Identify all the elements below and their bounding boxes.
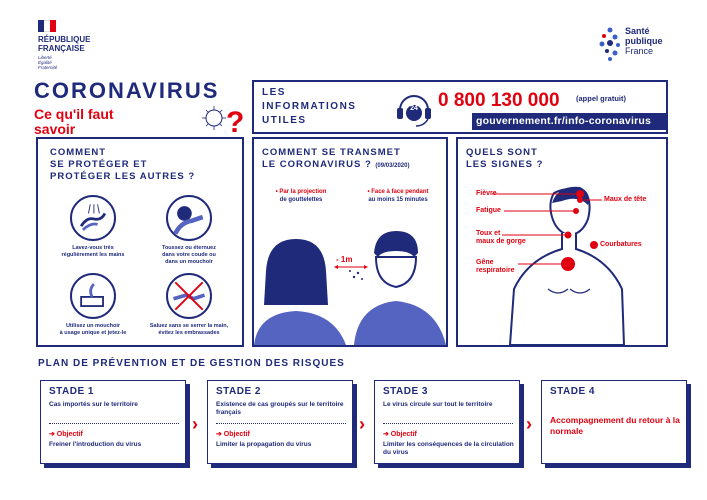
stage-3-objective-label: ➔ Objectif xyxy=(383,431,417,438)
protect-title xyxy=(50,147,195,183)
symptoms-panel xyxy=(456,137,668,347)
stage-1-goal: Freiner l'introduction du virus xyxy=(49,441,142,448)
face-to-face-caption xyxy=(350,189,446,204)
motto-egalite: Égalité xyxy=(38,60,52,65)
stage-1-card xyxy=(40,380,186,464)
symptom-fatigue: Fatigue xyxy=(476,207,501,214)
face-to-face-caption-2: au moins 15 minutes xyxy=(368,196,428,203)
stage-2-objective-label: ➔ Objectif xyxy=(216,431,250,438)
stage-1-divider xyxy=(49,423,179,424)
stage-2-desc: Existence de cas groupés sur le territoire français xyxy=(216,401,344,416)
symptom-headache: Maux de tête xyxy=(604,196,647,203)
page-title: CORONAVIRUS xyxy=(34,78,220,103)
spf-line-1: Santé xyxy=(625,26,650,36)
stage-4-title: STADE 4 xyxy=(550,386,595,397)
symptom-cough-2: maux de gorge xyxy=(476,238,526,245)
symptom-cough-1: Toux et xyxy=(476,230,501,237)
gesture-caption-greet xyxy=(144,323,234,337)
protect-title-line-3: PROTÉGER LES AUTRES ? xyxy=(50,171,196,182)
stage-3-divider xyxy=(383,423,513,424)
symptoms-title-line-1: QUELS SONT xyxy=(466,147,538,158)
title-block xyxy=(34,78,246,136)
spf-line-2: publique xyxy=(625,36,663,46)
symptoms-title-line-2: LES SIGNES ? xyxy=(466,159,544,170)
symptom-breathing-2: respiratoire xyxy=(476,267,515,274)
droplets-caption xyxy=(258,189,344,204)
stage-3-desc: Le virus circule sur tout le territoire xyxy=(383,401,493,408)
spf-line-3: France xyxy=(625,46,654,56)
stage-3-title: STADE 3 xyxy=(383,386,428,397)
protect-title-line-1: COMMENT xyxy=(50,147,107,158)
gesture-caption-wash-1: Lavez-vous très xyxy=(72,245,114,251)
symptom-breathing xyxy=(476,259,515,275)
gesture-caption-tissue xyxy=(48,323,138,337)
sante-publique-france-logo xyxy=(598,26,688,66)
transmission-panel xyxy=(252,137,448,347)
gesture-caption-wash xyxy=(48,245,138,259)
page-subtitle: Ce qu'il faut savoir xyxy=(34,106,114,137)
stage-arrow-3: › xyxy=(526,414,532,434)
tissue-icon xyxy=(70,273,116,319)
gesture-caption-cough-2: dans votre coude ou xyxy=(162,252,216,258)
transmission-date: (09/03/2020) xyxy=(375,163,410,169)
no-handshake-icon xyxy=(166,273,212,319)
info-url-link[interactable]: gouvernement.fr/info-coronavirus xyxy=(472,113,666,130)
gesture-caption-greet-1: Saluez sans se serrer la main, xyxy=(149,323,229,329)
phone-number[interactable]: 0 800 130 000 xyxy=(438,90,560,111)
protect-panel xyxy=(36,137,244,347)
gesture-caption-wash-2: régulièrement les mains xyxy=(61,252,125,258)
plan-title: PLAN DE PRÉVENTION ET DE GESTION DES RISQUES xyxy=(38,358,345,369)
useful-info-box xyxy=(252,80,668,134)
gesture-caption-cough xyxy=(144,245,234,266)
stage-2-card xyxy=(207,380,353,464)
info-label-line-3: UTILES xyxy=(262,115,307,126)
french-flag-icon xyxy=(38,20,56,32)
gesture-caption-cough-3: dans un mouchoir xyxy=(165,259,213,265)
spf-dots-icon xyxy=(598,26,622,62)
droplets-caption-1: • Par la projection xyxy=(275,189,327,195)
republique-line-1: RÉPUBLIQUE xyxy=(38,35,91,44)
handwash-icon xyxy=(70,195,116,241)
stage-2-goal: Limiter la propagation du virus xyxy=(216,441,312,448)
stage-arrow-2: › xyxy=(359,414,365,434)
stage-2-divider xyxy=(216,423,346,424)
stage-1-desc: Cas importés sur le territoire xyxy=(49,401,138,408)
motto-liberte: Liberté xyxy=(38,55,52,60)
info-label-line-2: INFORMATIONS xyxy=(262,101,357,112)
transmission-title-line-2: LE CORONAVIRUS ? xyxy=(262,159,372,170)
symptom-cough xyxy=(476,230,526,246)
stage-1-title: STADE 1 xyxy=(49,386,94,397)
symptom-aches: Courbatures xyxy=(600,241,642,248)
face-to-face-caption-1: • Face à face pendant xyxy=(367,189,429,195)
transmission-title-line-1: COMMENT SE TRANSMET xyxy=(262,147,401,158)
transmission-title xyxy=(262,147,409,172)
droplets-caption-2: de gouttelettes xyxy=(279,196,323,203)
svg-text:?: ? xyxy=(226,106,245,136)
protect-title-line-2: SE PROTÉGER ET xyxy=(50,159,148,170)
gesture-caption-cough-1: Toussez ou éternuez xyxy=(162,245,216,251)
info-label xyxy=(262,86,356,128)
stage-2-title: STADE 2 xyxy=(216,386,261,397)
symptom-breathing-1: Gêne xyxy=(476,259,494,266)
stage-4-card xyxy=(541,380,687,464)
symptoms-title xyxy=(466,147,543,171)
distance-label: - 1m xyxy=(336,255,353,264)
stage-arrow-1: › xyxy=(192,414,198,434)
info-label-line-1: LES xyxy=(262,87,286,98)
stage-3-card xyxy=(374,380,520,464)
phone-note: (appel gratuit) xyxy=(576,94,626,103)
stage-3-goal: Limiter les conséquences de la circulation du virus xyxy=(383,441,514,456)
motto-fraternite: Fraternité xyxy=(38,65,58,70)
gesture-caption-tissue-1: Utilisez un mouchoir xyxy=(65,323,121,329)
gesture-caption-greet-2: évitez les embrassades xyxy=(158,330,220,336)
republique-line-2: FRANÇAISE xyxy=(38,44,85,53)
virus-question-icon xyxy=(200,100,248,136)
badge-24: 24 xyxy=(410,105,418,112)
stage-4-desc: Accompagnement du retour à la normale xyxy=(550,415,680,436)
stage-1-objective-label: ➔ Objectif xyxy=(49,431,83,438)
republique-francaise-logo xyxy=(38,20,118,70)
two-people-illustration xyxy=(254,221,446,345)
cough-elbow-icon xyxy=(166,195,212,241)
gesture-caption-tissue-2: à usage unique et jetez-le xyxy=(59,330,127,336)
symptom-fever: Fièvre xyxy=(476,190,497,197)
